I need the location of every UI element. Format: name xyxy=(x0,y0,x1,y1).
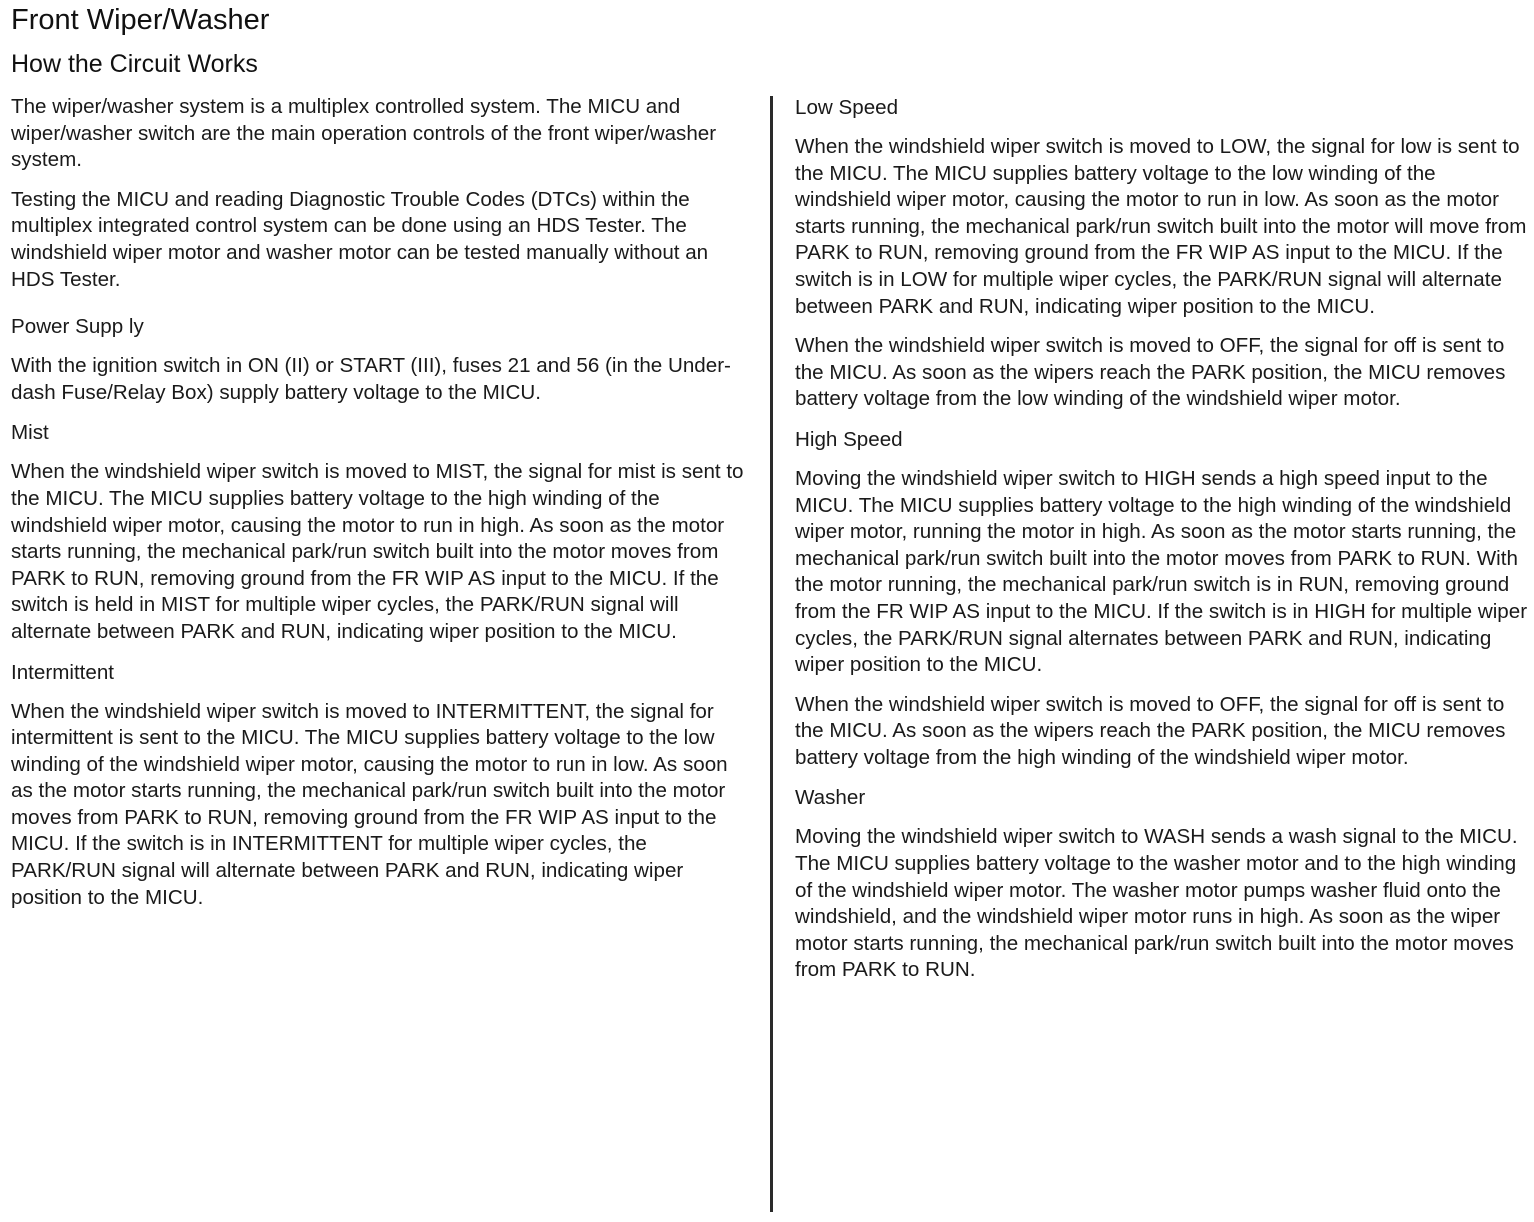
right-column xyxy=(795,94,1531,997)
column-divider xyxy=(770,96,773,1212)
low-speed-paragraph-2: When the windshield wiper switch is moved to OFF, the signal for off is sent to the MICU. As soon as the wipers reach the PARK position, the MICU removes battery voltage from the low winding of the windshield wiper motor. xyxy=(795,334,1506,411)
mist-paragraph: When the windshield wiper switch is moved to MIST, the signal for mist is sent to the MICU. The MICU supplies battery voltage to the high winding of the windshield wiper motor, causing the motor to run in high. As soon as the motor starts running, the mechanical park/run switch built into the motor moves from PARK to RUN, removing ground from the FR WIP AS input to the MICU. If the switch is held in MIST for multiple wiper cycles, the PARK/RUN signal will alternate between PARK and RUN, indicating wiper position to the MICU. xyxy=(11,460,744,643)
left-column xyxy=(11,94,753,924)
washer-paragraph: Moving the windshield wiper switch to WASH sends a wash signal to the MICU. The MICU supplies battery voltage to the washer motor and to the high winding of the windshield wiper motor. The washer motor pumps washer fluid onto the windshield, and the windshield wiper motor runs in high. As soon as the wiper motor starts running, the mechanical park/run switch built into the motor moves from PARK to RUN. xyxy=(795,825,1518,982)
page-title: Front Wiper/Washer xyxy=(11,4,270,36)
page-subtitle: How the Circuit Works xyxy=(11,50,258,78)
intro-paragraph-2: Testing the MICU and reading Diagnostic Trouble Codes (DTCs) within the multiplex integrated control system can be done using an HDS Tester. The windshield wiper motor and washer motor can be tested manually without an HDS Tester. xyxy=(11,187,709,291)
low-speed-heading: Low Speed xyxy=(795,96,899,119)
intermittent-paragraph: When the windshield wiper switch is moved to INTERMITTENT, the signal for intermittent is sent to the MICU. The MICU supplies battery voltage to the low winding of the windshield wiper motor, causing the motor to run in low. As soon as the motor starts running, the mechanical park/run switch built into the motor moves from PARK to RUN, removing ground from the FR WIP AS input to the MICU. If the switch is in INTERMITTENT for multiple wiper cycles, the PARK/RUN signal will alternate between PARK and RUN, indicating wiper position to the MICU. xyxy=(11,699,728,909)
intermittent-heading: Intermittent xyxy=(11,660,115,684)
high-speed-paragraph-2: When the windshield wiper switch is moved to OFF, the signal for off is sent to the MICU. As soon as the wipers reach the PARK position, the MICU removes battery voltage from the high winding of the windshield wiper motor. xyxy=(795,692,1506,769)
power-supply-heading: Power Supp ly xyxy=(11,315,144,339)
high-speed-paragraph-1: Moving the windshield wiper switch to HIGH sends a high speed input to the MICU. The MICU supplies battery voltage to the high winding of the windshield wiper motor, running the motor in high. As soon as the motor starts running, the mechanical park/run switch built into the motor moves from PARK to RUN. With the motor running, the mechanical park/run switch is in RUN, removing ground from the FR WIP AS input to the MICU. If the switch is in HIGH for multiple wiper cycles, the PARK/RUN signal alternates between PARK and RUN, indicating wiper position to the MICU. xyxy=(795,466,1528,677)
low-speed-paragraph-1: When the windshield wiper switch is moved to LOW, the signal for low is sent to the MICU. The MICU supplies battery voltage to the low winding of the windshield wiper motor, causing the motor to run in low. As soon as the motor starts running, the mechanical park/run switch built into the motor will move from PARK to RUN, removing ground from the FR WIP AS input to the MICU. If the switch is in LOW for multiple wiper cycles, the PARK/RUN signal will alternate between PARK and RUN, indicating wiper position to the MICU. xyxy=(795,135,1527,318)
power-supply-paragraph: With the ignition switch in ON (II) or START (III), fuses 21 and 56 (in the Under-dash Fuse/Relay Box) supply battery voltage to the MICU. xyxy=(11,354,731,404)
high-speed-heading: High Speed xyxy=(795,427,903,451)
mist-heading: Mist xyxy=(11,421,49,445)
intro-paragraph-1: The wiper/washer system is a multiplex controlled system. The MICU and wiper/washer switch are the main operation controls of the front wiper/washer system. xyxy=(11,95,717,172)
washer-heading: Washer xyxy=(795,786,866,810)
